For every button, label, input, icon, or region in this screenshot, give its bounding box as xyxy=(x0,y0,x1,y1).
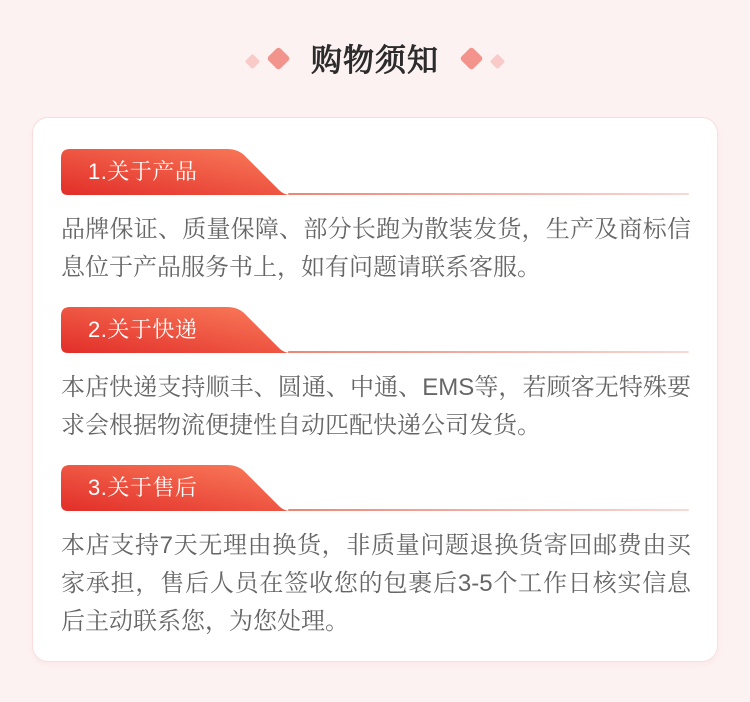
section-header xyxy=(61,149,689,195)
section-heading: 2.关于快递 xyxy=(88,317,198,342)
title-decoration-right xyxy=(439,50,503,72)
diamond-icon xyxy=(266,46,290,70)
section-header xyxy=(61,465,689,511)
page-title: 购物须知 xyxy=(311,43,439,78)
section-heading: 1.关于产品 xyxy=(88,159,198,184)
section-body-text: 本店快递支持顺丰、圆通、中通、EMS等，若顾客无特殊要求会根据物流便捷性自动匹配快递公司发货。 xyxy=(61,374,691,439)
page-header xyxy=(0,42,750,80)
section-heading: 3.关于售后 xyxy=(88,475,198,500)
section-aftersale xyxy=(61,465,689,641)
section-divider xyxy=(288,351,689,353)
ribbon-banner xyxy=(61,465,291,511)
section-product xyxy=(61,149,689,287)
title-decoration-left xyxy=(247,50,311,72)
section-body-text: 本店支持7天无理由换货，非质量问题退换货寄回邮费由买家承担，售后人员在签收您的包裹后3-5个工作日核实信息后主动联系您，为您处理。 xyxy=(61,532,691,635)
diamond-icon xyxy=(490,54,506,70)
section-shipping xyxy=(61,307,689,445)
ribbon-banner xyxy=(61,149,291,195)
diamond-icon xyxy=(245,54,261,70)
section-divider xyxy=(288,193,689,195)
section-divider xyxy=(288,509,689,511)
section-header xyxy=(61,307,689,353)
diamond-icon xyxy=(459,46,483,70)
notice-card xyxy=(32,117,718,662)
section-body-text: 品牌保证、质量保障、部分长跑为散装发货，生产及商标信息位于产品服务书上，如有问题请联系客服。 xyxy=(61,216,691,281)
ribbon-banner xyxy=(61,307,291,353)
